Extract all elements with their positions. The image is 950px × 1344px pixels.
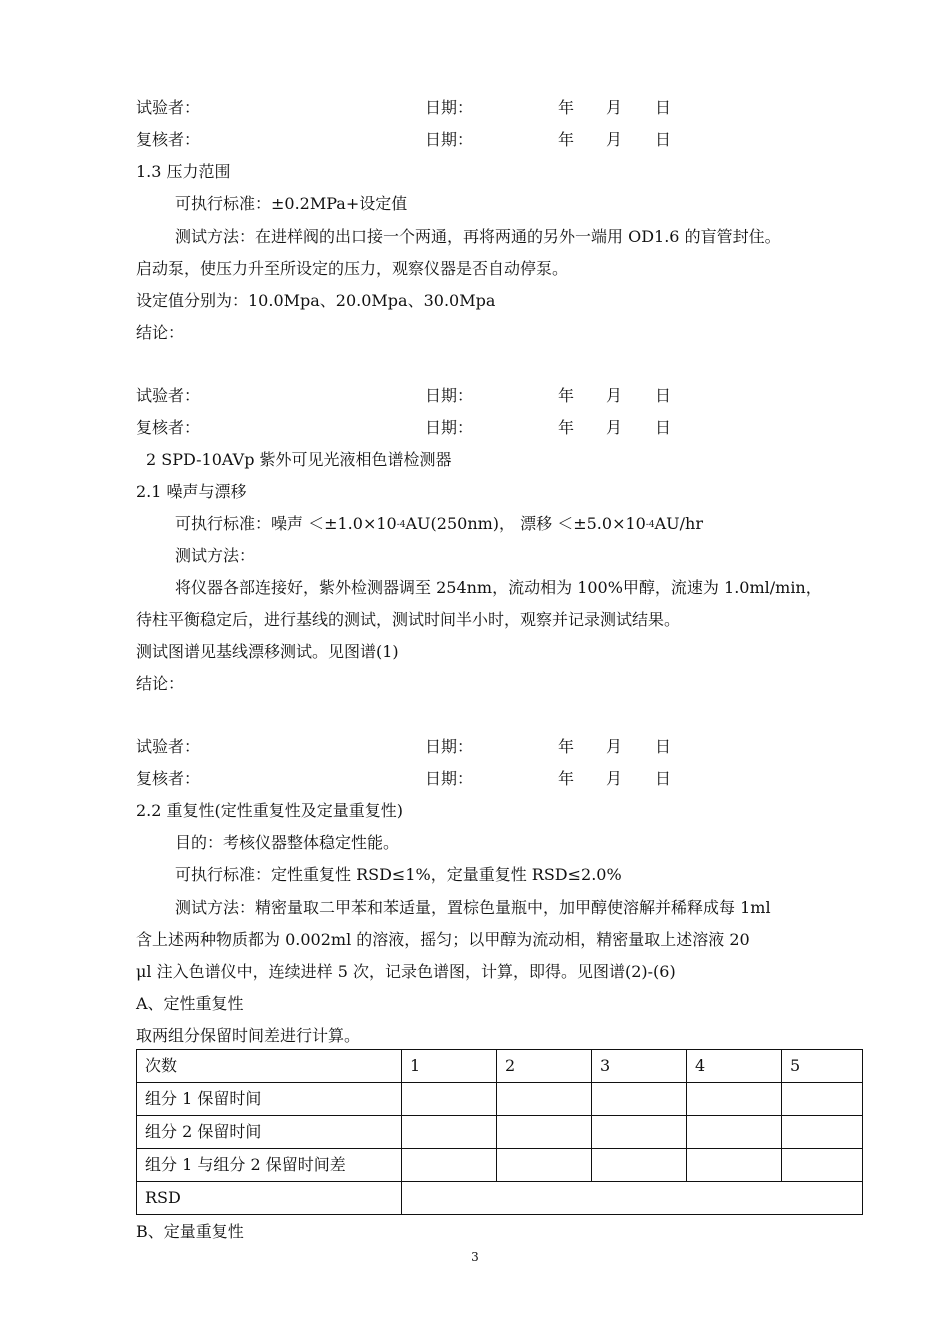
month-label: 月	[606, 98, 623, 117]
day-label: 日	[655, 130, 672, 149]
row-label: 组分 1 与组分 2 保留时间差	[137, 1149, 402, 1182]
row-label: RSD	[137, 1182, 402, 1215]
reviewer-label: 复核者：	[136, 769, 201, 788]
section-heading-2: 2 SPD-10AVp 紫外可见光液相色谱检测器	[146, 450, 452, 469]
table-cell	[782, 1116, 863, 1149]
table-cell	[687, 1083, 782, 1116]
exponent: -4	[396, 520, 406, 530]
day-label: 日	[655, 737, 672, 756]
row-label: 组分 1 保留时间	[137, 1083, 402, 1116]
table-header-cell: 3	[592, 1050, 687, 1083]
date-label: 日期：	[425, 386, 474, 405]
table-cell	[402, 1149, 497, 1182]
table-header-cell: 4	[687, 1050, 782, 1083]
table-cell	[592, 1116, 687, 1149]
purpose-text: 目的：考核仪器整体稳定性能。	[175, 833, 400, 852]
method-text: 测试方法：在进样阀的出口接一个两通，再将两通的另外一端用 OD1.6 的盲管封住。	[175, 227, 781, 246]
table-cell	[592, 1149, 687, 1182]
method-text-cont: μl 注入色谱仪中，连续进样 5 次，记录色谱图，计算，即得。见图谱(2)-(6)	[136, 962, 676, 981]
day-label: 日	[655, 386, 672, 405]
section-heading-2-2: 2.2 重复性(定性重复性及定量重复性)	[136, 801, 404, 820]
method-text-cont: 启动泵，使压力升至所设定的压力，观察仪器是否自动停泵。	[136, 259, 569, 278]
subsection-heading-a: A、定性重复性	[136, 994, 244, 1013]
table-cell	[497, 1149, 592, 1182]
table-cell	[782, 1149, 863, 1182]
standard-text: 可执行标准：定性重复性 RSD≤1%，定量重复性 RSD≤2.0%	[175, 865, 622, 884]
signature-reviewer-line	[136, 416, 200, 440]
table-header-row	[137, 1050, 863, 1083]
conclusion-label: 结论：	[136, 674, 185, 693]
method-text: 测试方法：精密量取二甲苯和苯适量，置棕色量瓶中，加甲醇使溶解并稀释成每 1ml	[175, 898, 771, 917]
standard-noise: 可执行标准：噪声 ＜±1.0×10	[175, 514, 397, 533]
subsection-heading-b: B、定量重复性	[136, 1222, 244, 1241]
reviewer-label: 复核者：	[136, 130, 201, 149]
standard-text	[175, 512, 703, 536]
row-label: 组分 2 保留时间	[137, 1116, 402, 1149]
repeatability-table	[136, 1049, 863, 1215]
standard-unit: AU/hr	[654, 514, 704, 533]
signature-reviewer-line	[136, 128, 200, 152]
table-cell-merged	[402, 1182, 863, 1215]
day-label: 日	[655, 98, 672, 117]
date-label: 日期：	[425, 769, 474, 788]
table-cell	[497, 1083, 592, 1116]
calculation-note: 取两组分保留时间差进行计算。	[136, 1026, 361, 1045]
signature-tester-line	[136, 384, 200, 408]
method-text-cont: 待柱平衡稳定后，进行基线的测试，测试时间半小时，观察并记录测试结果。	[136, 610, 681, 629]
table-cell	[402, 1083, 497, 1116]
table-row	[137, 1182, 863, 1215]
year-label: 年	[558, 98, 575, 117]
month-label: 月	[606, 418, 623, 437]
tester-label: 试验者：	[136, 98, 201, 117]
standard-text: 可执行标准：±0.2MPa+设定值	[175, 194, 408, 213]
table-header-cell: 5	[782, 1050, 863, 1083]
signature-tester-line	[136, 96, 200, 120]
month-label: 月	[606, 386, 623, 405]
month-label: 月	[606, 130, 623, 149]
date-label: 日期：	[425, 98, 474, 117]
exponent: -4	[645, 520, 655, 530]
table-cell	[592, 1083, 687, 1116]
standard-drift: AU(250nm)， 漂移 ＜±5.0×10	[405, 514, 646, 533]
tester-label: 试验者：	[136, 386, 201, 405]
page-number: 3	[471, 1250, 479, 1264]
table-header-cell: 1	[402, 1050, 497, 1083]
year-label: 年	[558, 130, 575, 149]
day-label: 日	[655, 769, 672, 788]
section-heading-1-3: 1.3 压力范围	[136, 162, 231, 181]
tester-label: 试验者：	[136, 737, 201, 756]
year-label: 年	[558, 418, 575, 437]
year-label: 年	[558, 737, 575, 756]
date-label: 日期：	[425, 418, 474, 437]
method-text: 将仪器各部连接好，紫外检测器调至 254nm，流动相为 100%甲醇，流速为 1.0ml/min，	[175, 578, 822, 597]
method-text-cont: 含上述两种物质都为 0.002ml 的溶液，摇匀；以甲醇为流动相，精密量取上述溶液 20	[136, 930, 750, 949]
table-cell	[402, 1116, 497, 1149]
section-heading-2-1: 2.1 噪声与漂移	[136, 482, 247, 501]
date-label: 日期：	[425, 737, 474, 756]
chart-reference: 测试图谱见基线漂移测试。见图谱(1)	[136, 642, 399, 661]
table-row	[137, 1083, 863, 1116]
table-header-cell: 2	[497, 1050, 592, 1083]
signature-tester-line	[136, 735, 200, 759]
method-label: 测试方法：	[175, 546, 256, 565]
month-label: 月	[606, 737, 623, 756]
table-cell	[782, 1083, 863, 1116]
table-header-cell: 次数	[137, 1050, 402, 1083]
date-label: 日期：	[425, 130, 474, 149]
table-row	[137, 1116, 863, 1149]
reviewer-label: 复核者：	[136, 418, 201, 437]
conclusion-label: 结论：	[136, 323, 185, 342]
year-label: 年	[558, 769, 575, 788]
table-cell	[687, 1116, 782, 1149]
table-row	[137, 1149, 863, 1182]
setpoints-text: 设定值分别为：10.0Mpa、20.0Mpa、30.0Mpa	[136, 291, 496, 310]
table-cell	[497, 1116, 592, 1149]
signature-reviewer-line	[136, 767, 200, 791]
month-label: 月	[606, 769, 623, 788]
year-label: 年	[558, 386, 575, 405]
table-cell	[687, 1149, 782, 1182]
day-label: 日	[655, 418, 672, 437]
